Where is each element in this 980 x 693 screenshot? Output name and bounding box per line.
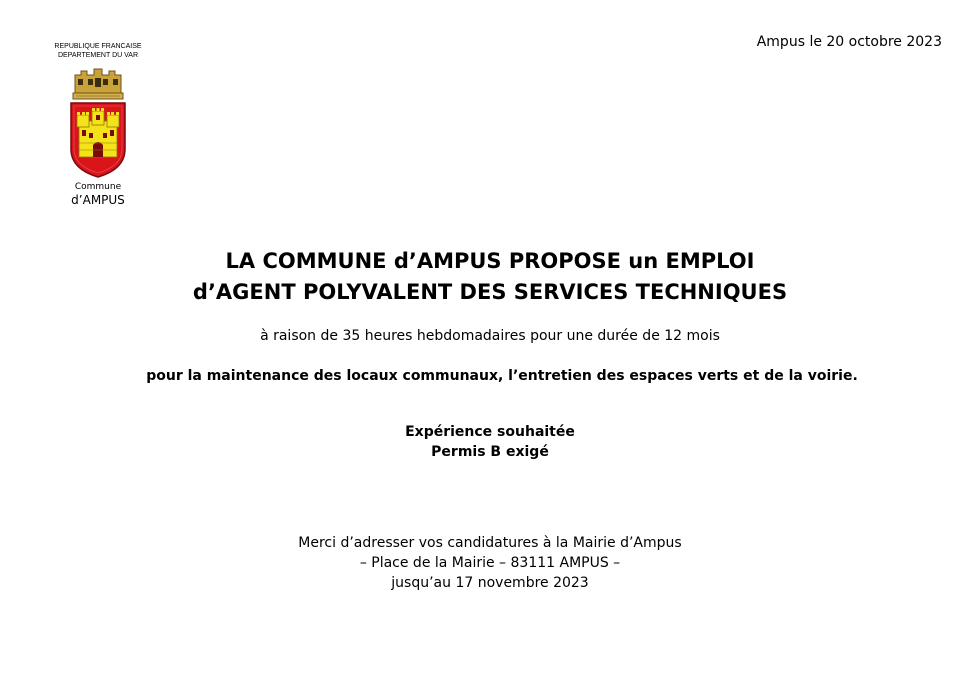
job-title-line-1: LA COMMUNE d’AMPUS PROPOSE un EMPLOI bbox=[225, 249, 755, 273]
experience-requirement: Expérience souhaitée bbox=[405, 424, 575, 440]
coat-of-arms-icon bbox=[67, 63, 129, 179]
application-contact bbox=[0, 533, 980, 593]
license-requirement: Permis B exigé bbox=[431, 444, 549, 460]
department-label: DEPARTEMENT DU VAR bbox=[58, 52, 138, 59]
mural-crown-icon bbox=[73, 69, 123, 99]
job-mission: pour la maintenance des locaux communaux, l’entretien des espaces verts et de la voirie. bbox=[146, 368, 858, 384]
contact-address: – Place de la Mairie – 83111 AMPUS – bbox=[359, 555, 621, 571]
application-deadline: jusqu’au 17 novembre 2023 bbox=[391, 575, 589, 591]
republic-label: REPUBLIQUE FRANCAISE bbox=[54, 43, 142, 50]
commune-logo-block bbox=[38, 42, 158, 207]
castle-icon bbox=[77, 108, 119, 157]
job-title bbox=[0, 246, 980, 308]
contact-line-1: Merci d’adresser vos candidatures à la Mairie d’Ampus bbox=[298, 535, 682, 551]
commune-name: d’AMPUS bbox=[71, 193, 125, 207]
document-date: Ampus le 20 octobre 2023 bbox=[756, 34, 942, 50]
job-title-line-2: d’AGENT POLYVALENT DES SERVICES TECHNIQUES bbox=[192, 280, 788, 304]
requirements bbox=[0, 422, 980, 462]
commune-label: Commune bbox=[74, 182, 122, 192]
working-hours: à raison de 35 heures hebdomadaires pour une durée de 12 mois bbox=[260, 328, 720, 344]
